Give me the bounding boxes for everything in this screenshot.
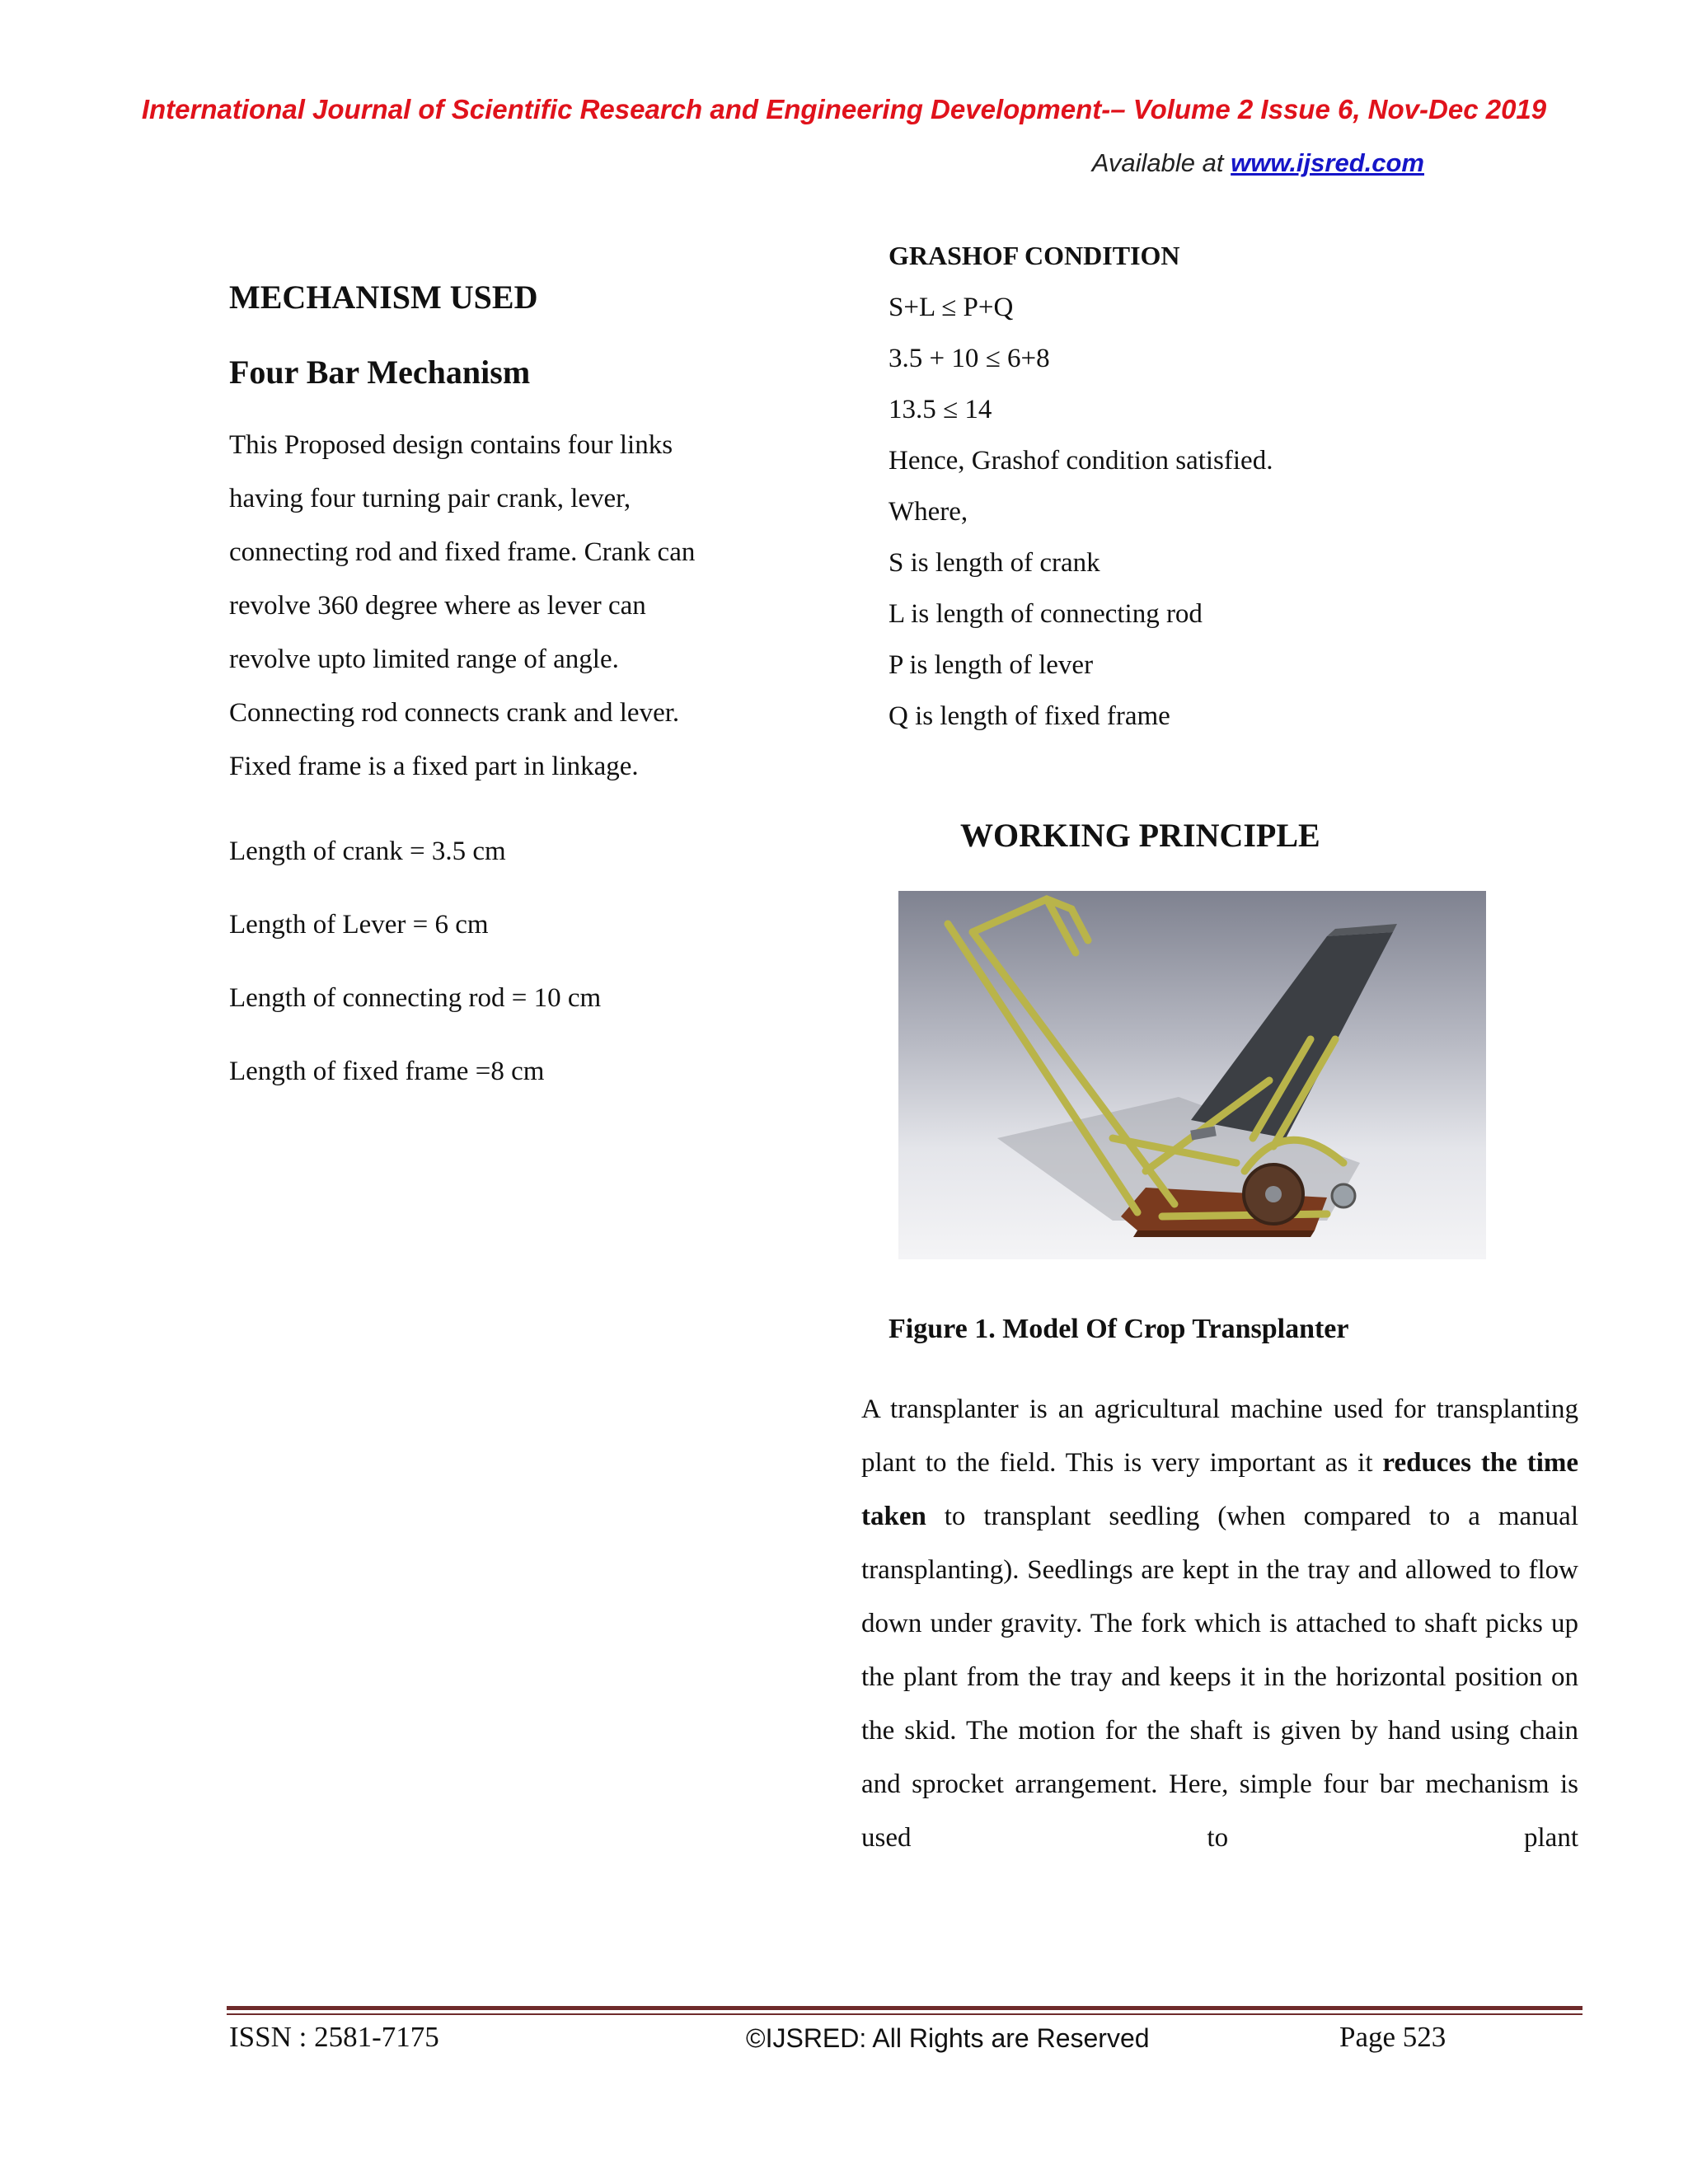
mechanism-paragraph — [229, 419, 790, 794]
length-connecting-rod: Length of connecting rod = 10 cm — [229, 983, 602, 1013]
paragraph-text-part: to transplant seedling (when compared to a manual transplanting). Seedlings are kept in the tray and allowed to flow down under gravity. The fork which is attached to shaft picks up the plant from the tray and keeps it in the horizontal position on the skid. The motion for the shaft is given by hand using chain and sprocket arrangement. Here, simple four bar mechanism is used to plant — [861, 1502, 1578, 1853]
grashof-line: P is length of lever — [889, 650, 1094, 680]
paragraph-line: connecting rod and fixed frame. Crank can — [229, 537, 696, 567]
transplanter-illustration — [898, 891, 1486, 1259]
length-fixed-frame: Length of fixed frame =8 cm — [229, 1057, 545, 1086]
section-heading-mechanism: MECHANISM USED — [229, 279, 538, 316]
grashof-line: S is length of crank — [889, 548, 1100, 578]
transplanter-figure — [898, 891, 1486, 1259]
paragraph-bold-phrase: reduces the time taken — [861, 1448, 1579, 1531]
grashof-heading: GRASHOF CONDITION — [889, 241, 1180, 270]
paragraph-line: having four turning pair crank, lever, — [229, 484, 631, 513]
grashof-line: S+L ≤ P+Q — [889, 293, 1014, 322]
availability-line — [1030, 148, 1424, 178]
figure-caption: Figure 1. Model Of Crop Transplanter — [889, 1314, 1349, 1344]
footer-copyright: ©IJSRED: All Rights are Reserved — [746, 2023, 1150, 2053]
paragraph-line: revolve 360 degree where as lever can — [229, 591, 646, 621]
grashof-line: Hence, Grashof condition satisfied. — [889, 446, 1273, 476]
length-crank: Length of crank = 3.5 cm — [229, 837, 506, 866]
footer-rule — [227, 2006, 1582, 2010]
paragraph-line: Fixed frame is a fixed part in linkage. — [229, 752, 639, 781]
paragraph-line: Connecting rod connects crank and lever. — [229, 698, 680, 728]
grashof-line: L is length of connecting rod — [889, 599, 1203, 629]
footer-issn: ISSN : 2581-7175 — [229, 2021, 439, 2053]
grashof-line: 13.5 ≤ 14 — [889, 395, 992, 424]
section-heading-working-principle: WORKING PRINCIPLE — [960, 817, 1320, 854]
footer-page-number: Page 523 — [1339, 2021, 1447, 2053]
paragraph-line: This Proposed design contains four links — [229, 430, 673, 460]
link-lengths-list — [229, 829, 790, 1122]
footer-rule-thin — [227, 2013, 1582, 2015]
grashof-line: Q is length of fixed frame — [889, 701, 1170, 731]
length-lever: Length of Lever = 6 cm — [229, 910, 489, 940]
paragraph-text-part: A transplanter is an agricultural machine used for transplanting plant to the field. This is very important as it — [861, 1394, 1578, 1478]
available-prefix: Available at — [1091, 148, 1231, 177]
journal-website-link[interactable]: www.ijsred.com — [1231, 148, 1424, 177]
grashof-list — [889, 282, 1548, 742]
grashof-line: Where, — [889, 497, 968, 527]
paragraph-line: revolve upto limited range of angle. — [229, 644, 619, 674]
journal-title: International Journal of Scientific Research and Engineering Development-– Volume 2 Issue 6, Nov-Dec 2019 — [141, 94, 1547, 124]
grashof-line: 3.5 + 10 ≤ 6+8 — [889, 344, 1050, 373]
working-principle-paragraph — [861, 1383, 1578, 1865]
subheading-four-bar: Four Bar Mechanism — [229, 354, 531, 391]
